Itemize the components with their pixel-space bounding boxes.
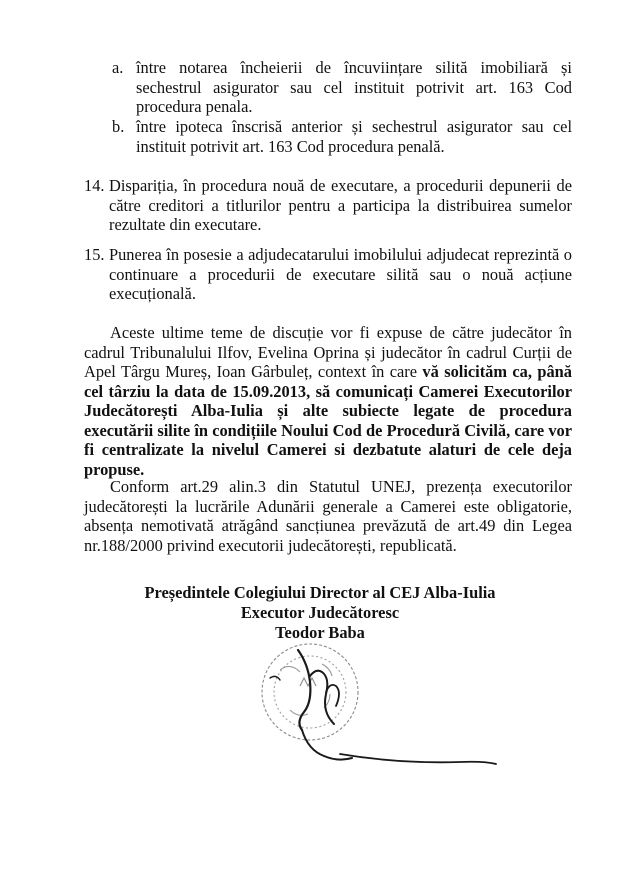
list-item-text: Punerea în posesie a adjudecatarului imobilului adjudecat reprezintă o continuare a procedurii de executare silită sau o nouă acțiune execuțională.: [109, 245, 572, 303]
list-item-b: [112, 117, 572, 156]
paragraph-topics-request: [84, 323, 572, 479]
list-item-a: [112, 58, 572, 117]
stamp-and-signature-image: [250, 630, 510, 800]
signature-name: Teodor Baba: [275, 623, 365, 642]
list-item-15: [84, 245, 572, 304]
list-item-14: [84, 176, 572, 235]
signature-role: Executor Judecătoresc: [240, 603, 400, 622]
list-item-label: b.: [112, 117, 125, 136]
list-item-label: 15.: [84, 245, 105, 264]
list-item-text: Dispariția, în procedura nouă de executare, a procedurii depunerii de către creditori a titlurilor pentru a participa la distribuirea sumelor rezultate din executare.: [109, 176, 572, 234]
list-item-label: 14.: [84, 176, 105, 195]
list-item-text: între ipoteca înscrisă anterior și sechestrul asigurator sau cel instituit potrivit art. 163 Cod procedura penală.: [136, 117, 572, 156]
list-item-label: a.: [112, 58, 124, 77]
paragraph-attendance: Conform art.29 alin.3 din Statutul UNEJ, prezența executorilor judecătorești la lucrările Adunării generale a Camerei este obligatorie, absența nemotivată atrăgând sancțiunea prevăzută de art.49 din Legea nr.188/2000 privind executorii judecătorești, republicată.: [84, 477, 572, 555]
signature-title: Președintele Colegiului Director al CEJ Alba-Iulia: [144, 583, 496, 602]
paragraph-bold-text: vă solicităm ca, până cel târziu la data de 15.09.2013, să comunicați Camerei Executorilor Judecătorești Alba-Iulia și alte subiecte legate de procedura executării silite în condițiile Noului Cod de Procedură Civilă, care vor fi centralizate la nivelul Camerei si dezbatute alaturi de cele deja propuse.: [84, 362, 572, 479]
list-item-text: între notarea încheierii de încuviințare silită imobiliară și sechestrul asigurator sau cel instituit potrivit art. 163 Cod procedura penala.: [136, 58, 572, 116]
handwritten-signature: [270, 650, 496, 764]
paragraph-text: Aceste ultime teme de discuție vor fi expuse de către judecător în cadrul Tribunalului Ilfov, Evelina Oprina și judecător în cadrul Curții de Apel Târgu Mureș, Ioan Gârbuleț, context în care: [84, 323, 572, 381]
